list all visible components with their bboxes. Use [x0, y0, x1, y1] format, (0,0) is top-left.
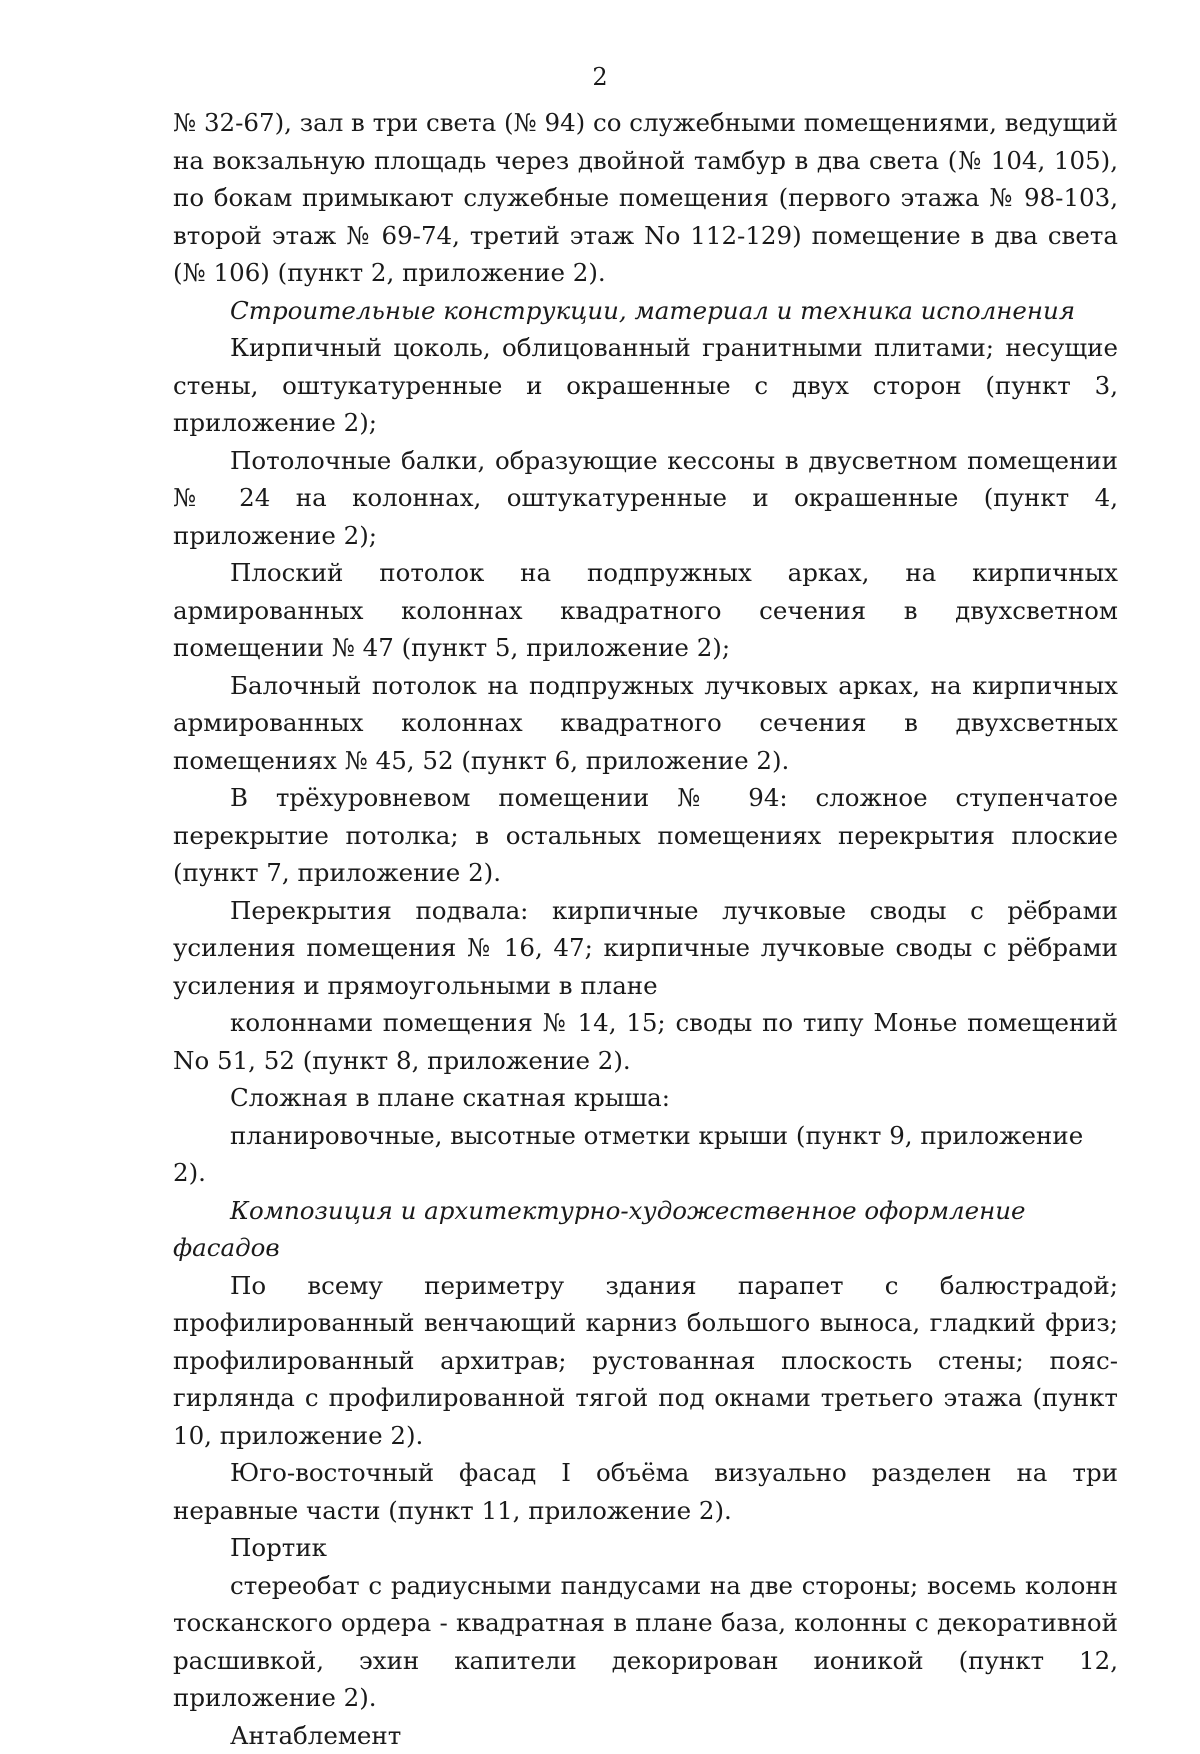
paragraph-ceiling-beams: Потолочные балки, образующие кессоны в двусветном помещении № 24 на колоннах, оштукатуренные и окрашенные (пункт 4, приложение 2); [173, 442, 1118, 555]
paragraph-rooms-continued: № 32-67), зал в три света (№ 94) со служебными помещениями, ведущий на вокзальную площадь через двойной тамбур в два света (№ 104, 105), по бокам примыкают служебные помещения (первого этажа № 98-103, второй этаж № 69-74, третий этаж No 112-129) помещение в два света (№ 106) (пункт 2, приложение 2). [173, 104, 1118, 292]
paragraph-beam-ceiling: Балочный потолок на подпружных лучковых арках, на кирпичных армированных колоннах квадратного сечения в двухсветных помещениях № 45, 52 (пункт 6, приложение 2). [173, 667, 1118, 780]
paragraph-portico: стереобат с радиусными пандусами на две стороны; восемь колонн тосканского ордера - квадратная в плане база, колонны с декоративной расшивкой, эхин капители декорирован ионикой (пункт 12, приложение 2). [173, 1567, 1118, 1717]
paragraph-portico-label: Портик [173, 1529, 1118, 1567]
paragraph-basement-ceilings: Перекрытия подвала: кирпичные лучковые своды с рёбрами усиления помещения № 16, 47; кирпичные лучковые своды с рёбрами усиления и прямоугольными в плане [173, 892, 1118, 1005]
paragraph-parapet: По всему периметру здания парапет с балюстрадой; профилированный венчающий карниз большого выноса, гладкий фриз; профилированный архитрав; рустованная плоскость стены; пояс-гирлянда с профилированной тягой под окнами третьего этажа (пункт 10, приложение 2). [173, 1267, 1118, 1455]
paragraph-flat-ceiling: Плоский потолок на подпружных арках, на кирпичных армированных колоннах квадратного сечения в двухсветном помещении № 47 (пункт 5, приложение 2); [173, 554, 1118, 667]
paragraph-columns-monier: колоннами помещения № 14, 15; своды по типу Монье помещений No 51, 52 (пункт 8, приложение 2). [173, 1004, 1118, 1079]
page-number: 2 [0, 62, 1200, 92]
paragraph-roof-marks: планировочные, высотные отметки крыши (пункт 9, приложение 2). [173, 1117, 1118, 1192]
paragraph-roof: Сложная в плане скатная крыша: [173, 1079, 1118, 1117]
body-text [173, 104, 1118, 1754]
paragraph-southeast-facade: Юго-восточный фасад I объёма визуально разделен на три неравные части (пункт 11, приложение 2). [173, 1454, 1118, 1529]
paragraph-plinth-walls: Кирпичный цоколь, облицованный гранитными плитами; несущие стены, оштукатуренные и окрашенные с двух сторон (пункт 3, приложение 2); [173, 329, 1118, 442]
heading-construction: Строительные конструкции, материал и техника исполнения [173, 292, 1118, 330]
paragraph-entablature: Антаблемент [173, 1717, 1118, 1754]
heading-facades: Композиция и архитектурно-художественное оформление фасадов [173, 1192, 1118, 1267]
paragraph-three-level-room: В трёхуровневом помещении № 94: сложное ступенчатое перекрытие потолка; в остальных помещениях перекрытия плоские (пункт 7, приложение 2). [173, 779, 1118, 892]
